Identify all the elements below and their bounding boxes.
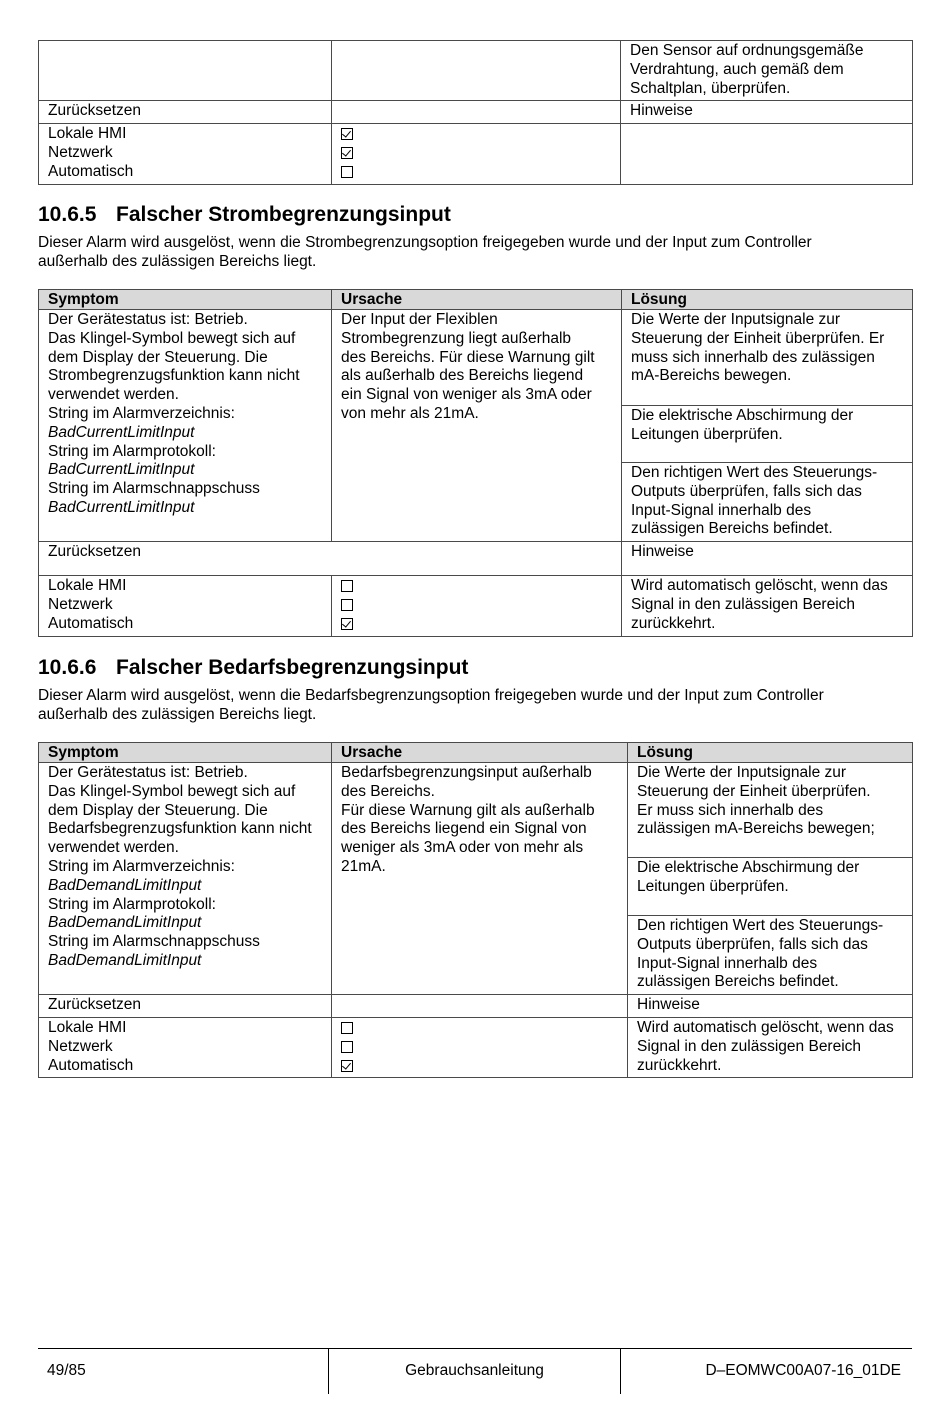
text-line: Das Klingel-Symbol bewegt sich auf bbox=[48, 782, 296, 800]
text-line: des Bereichs. Für diese Warnung gilt bbox=[341, 348, 595, 366]
text-line: Strombegrenzugsfunktion kann nicht bbox=[48, 367, 300, 385]
text-line: String im Alarmprotokoll: bbox=[48, 895, 216, 913]
text-line: Netzwerk bbox=[48, 1037, 113, 1055]
notes-label: Hinweise bbox=[628, 995, 913, 1018]
reset-modes bbox=[39, 1017, 332, 1077]
text-line: Schaltplan, überprüfen. bbox=[630, 79, 791, 97]
table-row bbox=[39, 995, 913, 1018]
symptom-cell bbox=[39, 310, 332, 542]
text-line: dem Display der Steuerung. Die bbox=[48, 801, 268, 819]
text-line: Der Input der Flexiblen bbox=[341, 311, 498, 328]
text-line: Leitungen überprüfen. bbox=[631, 425, 783, 443]
header-ursache: Ursache bbox=[332, 743, 628, 763]
alarm-string: BadCurrentLimitInput bbox=[48, 423, 195, 441]
text-line: Automatisch bbox=[48, 162, 134, 180]
text-line: außerhalb des zulässigen Bereichs liegt. bbox=[38, 706, 317, 723]
text-line: Dieser Alarm wird ausgelöst, wenn die Bedarfsbegrenzungsoption freigegeben wurde und der Input zum Controller bbox=[38, 687, 824, 704]
text-line: Signal in den zulässigen Bereich bbox=[637, 1037, 862, 1055]
footer-divider bbox=[38, 1348, 912, 1349]
text-line: mA-Bereichs bewegen. bbox=[631, 367, 792, 385]
loesung-cell bbox=[621, 41, 913, 101]
text-line: String im Alarmverzeichnis: bbox=[48, 404, 235, 422]
section-heading-10-6-6 bbox=[38, 656, 468, 680]
notes-label: Hinweise bbox=[621, 101, 913, 124]
table-row bbox=[39, 124, 913, 184]
text-line: Die Werte der Inputsignale zur bbox=[631, 311, 841, 328]
ursache-cell bbox=[332, 763, 628, 995]
section-number: 10.6.5 bbox=[38, 203, 97, 226]
document-id: D–EOMWC00A07-16_01DE bbox=[705, 1362, 901, 1379]
loesung-cell bbox=[628, 763, 913, 858]
unchecked-checkbox-icon bbox=[341, 1041, 353, 1053]
text-line: Wird automatisch gelöscht, wenn das bbox=[637, 1018, 894, 1036]
text-line: des Bereichs liegend ein Signal von bbox=[341, 820, 587, 838]
text-line: Input-Signal innerhalb des bbox=[631, 501, 812, 519]
text-line: Lokale HMI bbox=[48, 1018, 127, 1036]
text-line: Wird automatisch gelöscht, wenn das bbox=[631, 577, 888, 595]
text-line: außerhalb des zulässigen Bereichs liegt. bbox=[38, 253, 317, 270]
text-line: Automatisch bbox=[48, 1056, 134, 1074]
reset-checkboxes bbox=[332, 576, 622, 636]
text-line: String im Alarmverzeichnis: bbox=[48, 857, 235, 875]
notes-cell bbox=[622, 576, 913, 636]
text-line: als außerhalb des Bereichs liegend bbox=[341, 367, 584, 385]
reset-modes bbox=[39, 124, 332, 184]
text-line: Dieser Alarm wird ausgelöst, wenn die Strombegrenzungsoption freigegeben wurde und der Input zum Controller bbox=[38, 234, 812, 251]
document-type: Gebrauchsanleitung bbox=[405, 1362, 544, 1379]
text-line: zurückkehrt. bbox=[631, 614, 716, 632]
checked-checkbox-icon bbox=[341, 618, 353, 630]
text-line: Lokale HMI bbox=[48, 577, 127, 595]
checked-checkbox-icon bbox=[341, 1060, 353, 1072]
section-heading-10-6-5 bbox=[38, 203, 451, 227]
header-symptom: Symptom bbox=[39, 290, 332, 310]
text-line: Input-Signal innerhalb des bbox=[637, 954, 818, 972]
text-line: Lokale HMI bbox=[48, 125, 127, 143]
loesung-cell bbox=[622, 463, 913, 542]
text-line: verwendet werden. bbox=[48, 386, 179, 404]
header-loesung: Lösung bbox=[628, 743, 913, 763]
symptom-cell bbox=[39, 763, 332, 995]
text-line: Steuerung der Einheit überprüfen. Er bbox=[631, 329, 885, 347]
text-line: 21mA. bbox=[341, 857, 386, 875]
loesung-cell bbox=[622, 310, 913, 406]
loesung-cell bbox=[628, 916, 913, 995]
text-line: zulässigen Bereichs befindet. bbox=[637, 973, 839, 991]
reset-checkboxes bbox=[332, 1017, 628, 1077]
text-line: von mehr als 21mA. bbox=[341, 404, 479, 422]
text-line: Outputs überprüfen, falls sich das bbox=[631, 482, 862, 500]
text-line: Die elektrische Abschirmung der bbox=[631, 407, 854, 424]
alarm-string: BadCurrentLimitInput bbox=[48, 461, 195, 479]
text-line: zulässigen Bereichs befindet. bbox=[631, 520, 833, 538]
text-line: Netzwerk bbox=[48, 143, 113, 161]
checked-checkbox-icon bbox=[341, 128, 353, 140]
text-line: Strombegrenzung liegt außerhalb bbox=[341, 329, 572, 347]
text-line: Verdrahtung, auch gemäß dem bbox=[630, 60, 844, 78]
unchecked-checkbox-icon bbox=[341, 599, 353, 611]
text-line: Netzwerk bbox=[48, 595, 113, 613]
notes-cell bbox=[621, 124, 913, 184]
reset-label: Zurücksetzen bbox=[39, 101, 332, 124]
text-line: Steuerung der Einheit überprüfen. bbox=[637, 782, 871, 800]
text-line: Den richtigen Wert des Steuerungs- bbox=[637, 917, 884, 934]
table-row bbox=[39, 542, 913, 576]
text-line: verwendet werden. bbox=[48, 839, 179, 857]
text-line: String im Alarmprotokoll: bbox=[48, 442, 216, 460]
unchecked-checkbox-icon bbox=[341, 580, 353, 592]
text-line: Bedarfsbegrenzungsinput außerhalb bbox=[341, 764, 592, 781]
ursache-cell bbox=[332, 310, 622, 542]
text-line: Outputs überprüfen, falls sich das bbox=[637, 935, 868, 953]
alarm-table-strombegrenzung bbox=[38, 289, 913, 637]
loesung-cell bbox=[628, 858, 913, 916]
text-line: dem Display der Steuerung. Die bbox=[48, 348, 268, 366]
unchecked-checkbox-icon bbox=[341, 166, 353, 178]
text-line: Die elektrische Abschirmung der bbox=[637, 859, 860, 876]
text-line: Signal in den zulässigen Bereich bbox=[631, 595, 856, 613]
header-ursache: Ursache bbox=[332, 290, 622, 310]
reset-checkboxes bbox=[332, 124, 621, 184]
text-line: Automatisch bbox=[48, 614, 134, 632]
text-line: zurückkehrt. bbox=[637, 1056, 722, 1074]
header-loesung: Lösung bbox=[622, 290, 913, 310]
table-row bbox=[39, 310, 913, 406]
text-line: Den Sensor auf ordnungsgemäße bbox=[630, 42, 864, 59]
text-line: Er muss sich innerhalb des bbox=[637, 801, 824, 819]
text-line: zulässigen mA-Bereichs bewegen; bbox=[637, 820, 875, 838]
text-line: Der Gerätestatus ist: Betrieb. bbox=[48, 311, 248, 328]
alarm-string: BadDemandLimitInput bbox=[48, 876, 202, 894]
table-row bbox=[39, 576, 913, 636]
section-number: 10.6.6 bbox=[38, 656, 97, 679]
reset-label: Zurücksetzen bbox=[39, 542, 622, 576]
reset-modes bbox=[39, 576, 332, 636]
text-line: muss sich innerhalb des zulässigen bbox=[631, 348, 875, 366]
notes-cell bbox=[628, 1017, 913, 1077]
page-number: 49/85 bbox=[47, 1362, 86, 1379]
alarm-string: BadCurrentLimitInput bbox=[48, 498, 195, 516]
text-line: des Bereichs. bbox=[341, 782, 435, 800]
text-line: weniger als 3mA oder von mehr als bbox=[341, 839, 584, 857]
table-row bbox=[39, 101, 913, 124]
text-line: String im Alarmschnappschuss bbox=[48, 480, 260, 498]
section-title: Falscher Strombegrenzungsinput bbox=[116, 203, 451, 226]
section-intro bbox=[38, 233, 912, 271]
table-row bbox=[39, 1017, 913, 1077]
text-line: String im Alarmschnappschuss bbox=[48, 933, 260, 951]
section-intro bbox=[38, 686, 912, 724]
unchecked-checkbox-icon bbox=[341, 1022, 353, 1034]
text-line: Der Gerätestatus ist: Betrieb. bbox=[48, 764, 248, 781]
text-line: Den richtigen Wert des Steuerungs- bbox=[631, 464, 878, 481]
table-header-row bbox=[39, 290, 913, 310]
notes-label: Hinweise bbox=[622, 542, 913, 576]
text-line: Die Werte der Inputsignale zur bbox=[637, 764, 847, 781]
text-line: Das Klingel-Symbol bewegt sich auf bbox=[48, 329, 296, 347]
text-line: ein Signal von weniger als 3mA oder bbox=[341, 386, 592, 404]
checked-checkbox-icon bbox=[341, 147, 353, 159]
text-line: Für diese Warnung gilt als außerhalb bbox=[341, 801, 595, 819]
alarm-table-bedarfsbegrenzung bbox=[38, 742, 913, 1078]
alarm-string: BadDemandLimitInput bbox=[48, 914, 202, 932]
header-symptom: Symptom bbox=[39, 743, 332, 763]
section-title: Falscher Bedarfsbegrenzungsinput bbox=[116, 656, 469, 679]
loesung-cell bbox=[622, 406, 913, 463]
table-header-row bbox=[39, 743, 913, 763]
table-row bbox=[39, 763, 913, 858]
reset-label: Zurücksetzen bbox=[39, 995, 332, 1018]
text-line: Leitungen überprüfen. bbox=[637, 877, 789, 895]
alarm-table-continued bbox=[38, 40, 913, 185]
alarm-string: BadDemandLimitInput bbox=[48, 951, 202, 969]
table-row bbox=[39, 41, 913, 101]
text-line: Bedarfsbegrenzugsfunktion kann nicht bbox=[48, 820, 312, 838]
